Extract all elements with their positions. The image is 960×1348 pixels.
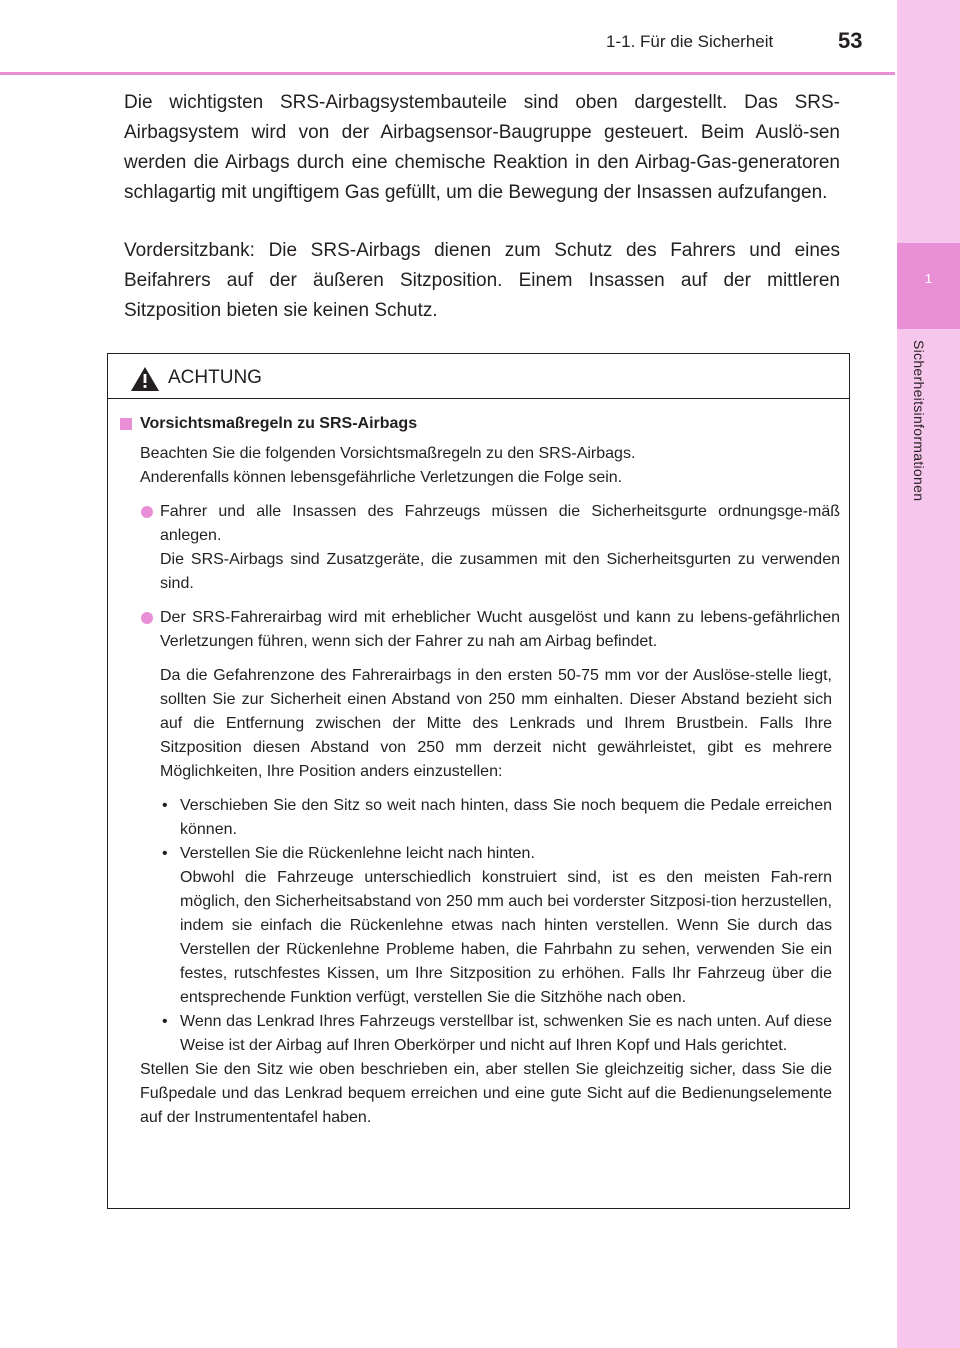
chapter-label: Sicherheitsinformationen (911, 340, 927, 502)
warning-bullet-2-detail (118, 664, 840, 784)
warning-section-title (118, 412, 840, 436)
list-item (160, 842, 832, 1010)
warning-closing: Stellen Sie den Sitz wie oben beschrieben ein, aber stellen Sie gleichzeitig sicher, dass Sie die Fußpedale und das Lenkrad bequem erreichen und eine gute Sicht auf die Bedienungselemente auf der Instrumententafel haben. (140, 1061, 832, 1126)
circle-bullet-icon (141, 506, 153, 518)
bullet-glyph: • (162, 1013, 168, 1030)
warning-section-title-text: Vorsichtsmaßregeln zu SRS-Airbags (140, 415, 418, 432)
warning-bullet-2-detail-text: Da die Gefahrenzone des Fahrerairbags in den ersten 50-75 mm vor der Auslöse-stelle liegt, sollten Sie zur Sicherheit einen Abstand von 250 mm einhalten. Dieser Abstand bezieht sich auf die Entfernung zwischen der Mitte des Lenkrads und Ihrem Brustbein. Falls Ihre Sitzposition diesen Abstand von 250 mm derzeit nicht gewährleistet, gibt es mehrere Möglichkeiten, Ihre Position anders einzustellen: (160, 667, 832, 780)
intro-text-2: Vordersitzbank: Die SRS-Airbags dienen zum Schutz des Fahrers und eines Beifahrers auf der äußeren Sitzposition. Einem Insassen auf der mittleren Sitzposition bieten sie keinen Schutz. (124, 240, 840, 321)
warning-triangle-icon (130, 366, 160, 392)
warning-box (107, 353, 850, 1209)
bullet-glyph: • (162, 797, 168, 814)
warning-intro-line-2: Anderenfalls können lebensgefährliche Verletzungen die Folge sein. (140, 469, 623, 486)
warning-body (118, 412, 840, 1130)
list-item-3-text: Wenn das Lenkrad Ihres Fahrzeugs verstellbar ist, schwenken Sie es nach unten. Auf diese Weise ist der Airbag auf Ihren Oberkörper und nicht auf Ihren Kopf und Hals gerichtet. (180, 1013, 832, 1054)
warning-bullet-2-text: Der SRS-Fahrerairbag wird mit erheblicher Wucht ausgelöst und kann zu lebens-gefährlichen Verletzungen führen, wenn sich der Fahrer zu nah am Airbag befindet. (160, 609, 840, 650)
warning-bullet-1 (118, 500, 840, 596)
list-item-2-text: Verstellen Sie die Rückenlehne leicht nach hinten. (180, 845, 535, 862)
list-item-1-text: Verschieben Sie den Sitz so weit nach hinten, dass Sie noch bequem die Pedale erreichen können. (180, 797, 832, 838)
chapter-number: 1 (924, 271, 933, 286)
list-item (160, 794, 832, 842)
warning-title: ACHTUNG (168, 367, 262, 388)
header-rule (0, 72, 895, 75)
chapter-tab[interactable] (897, 243, 960, 329)
list-item (160, 1010, 832, 1058)
adjustment-list (118, 794, 840, 1058)
intro-paragraph-2 (124, 236, 840, 326)
intro-text-1: Die wichtigsten SRS-Airbagsystembauteile sind oben dargestellt. Das SRS-Airbagsystem wird von der Airbagsensor-Baugruppe gesteuert. Beim Auslö-sen werden die Airbags durch eine chemische Reaktion in den Airbag-Gas-generatoren schlagartig mit ungiftigem Gas gefüllt, um die Bewegung der Insassen aufzufangen. (124, 92, 840, 203)
warning-bullet-1-text-b: Die SRS-Airbags sind Zusatzgeräte, die zusammen mit den Sicherheitsgurten zu verwenden sind. (160, 551, 840, 592)
side-band-top (897, 0, 960, 243)
square-bullet-icon (120, 418, 132, 430)
bullet-glyph: • (162, 845, 168, 862)
list-item-2-detail: Obwohl die Fahrzeuge unterschiedlich konstruiert sind, ist es den meisten Fah-rern möglich, den Sicherheitsabstand von 250 mm auch bei vorderster Sitzposi-tion herzustellen, indem sie einfach die Rückenlehne etwas nach hinten verstellen. Wenn Sie durch das Verstellen der Rückenlehne Probleme haben, die Fahrbahn zu sehen, verwenden Sie ein festes, rutschfestes Kissen, um Ihre Sitzposition zu erhöhen. Falls Ihr Fahrzeug über die entsprechende Funktion verfügt, verstellen Sie die Sitzhöhe nach oben. (180, 869, 832, 1006)
warning-bullet-1-text-a: Fahrer und alle Insassen des Fahrzeugs müssen die Sicherheitsgurte ordnungsge-mäß anlegen. (160, 503, 840, 544)
warning-intro-line-1: Beachten Sie die folgenden Vorsichtsmaßregeln zu den SRS-Airbags. (140, 445, 636, 462)
warning-bullet-2 (118, 606, 840, 654)
page-number: 53 (838, 28, 863, 53)
circle-bullet-icon (141, 612, 153, 624)
intro-paragraph-1 (124, 88, 840, 208)
warning-header (108, 354, 849, 399)
section-header: 1-1. Für die Sicherheit (606, 32, 774, 51)
